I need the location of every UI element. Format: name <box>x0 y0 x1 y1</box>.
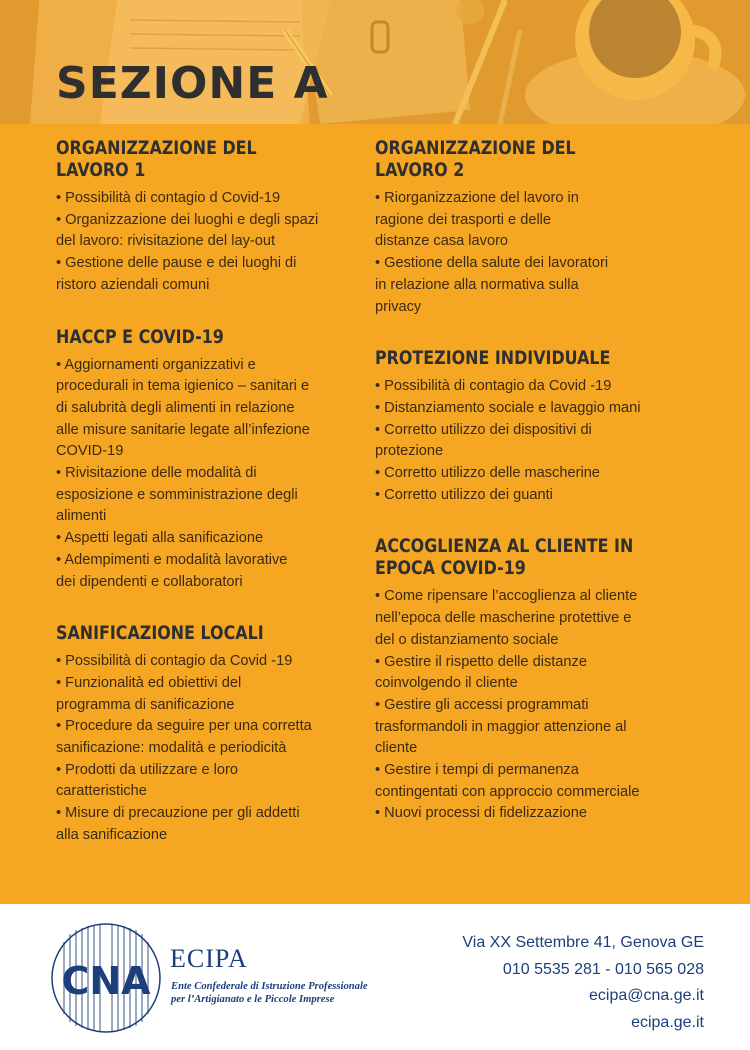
bullet-list <box>375 188 675 318</box>
list-item: protezione <box>375 443 444 460</box>
list-item: • Possibilità di contagio da Covid -19 <box>375 378 612 395</box>
list-item: distanze casa lavoro <box>375 233 509 250</box>
section-organizzazione-lavoro-2 <box>375 138 675 318</box>
section-title: PROTEZIONE INDIVIDUALE <box>375 348 611 370</box>
list-item: • Misure di precauzione per gli addetti <box>56 805 300 822</box>
list-item: • Gestione delle pause e dei luoghi di <box>56 255 297 272</box>
list-item: sanificazione: modalità e periodicità <box>56 740 287 757</box>
right-column <box>375 138 675 855</box>
list-item: in relazione alla normativa sulla <box>375 276 579 293</box>
list-item: • Corretto utilizzo dei dispositivi di <box>375 421 592 438</box>
footer <box>0 904 750 1050</box>
list-item: • Rivisitazione delle modalità di <box>56 465 257 482</box>
list-item: • Organizzazione dei luoghi e degli spazi <box>56 211 319 228</box>
list-item: contingentati con approccio commerciale <box>375 783 640 800</box>
section-title: SANIFICAZIONE LOCALI <box>56 623 264 645</box>
list-item: caratteristiche <box>56 783 147 800</box>
page-title: SEZIONE A <box>56 58 329 109</box>
list-item: di salubrità degli alimenti in relazione <box>56 399 295 416</box>
cna-logo-icon <box>50 922 162 1034</box>
list-item: • Gestire gli accessi programmati <box>375 696 589 713</box>
section-accoglienza-cliente <box>375 536 675 825</box>
list-item: • Corretto utilizzo dei guanti <box>375 486 553 503</box>
ecipa-name: ECIPA <box>170 944 248 973</box>
list-item: • Procedure da seguire per una corretta <box>56 718 312 735</box>
list-item: ristoro aziendali comuni <box>56 276 210 293</box>
list-item: alla sanificazione <box>56 826 168 843</box>
list-item: trasformandoli in maggior attenzione al <box>375 718 627 735</box>
list-item: procedurali in tema igienico – sanitari e <box>56 378 310 395</box>
list-item: dei dipendenti e collaboratori <box>56 573 243 590</box>
list-item: alle misure sanitarie legate all’infezione <box>56 421 310 438</box>
section-sanificazione-locali <box>56 623 356 846</box>
list-item: • Possibilità di contagio d Covid-19 <box>56 190 281 206</box>
list-item: ragione dei trasporti e delle <box>375 211 552 228</box>
ecipa-logo <box>50 922 370 1032</box>
phone-numbers: 010 5535 281 - 010 565 028 <box>502 960 704 978</box>
header-banner <box>0 0 750 124</box>
list-item: programma di sanificazione <box>56 696 235 713</box>
list-item: privacy <box>375 298 422 315</box>
list-item: • Aggiornamenti organizzativi e <box>56 356 256 373</box>
bullet-list <box>56 355 356 594</box>
list-item: • Aspetti legati alla sanificazione <box>56 530 264 547</box>
list-item: • Gestire i tempi di permanenza <box>375 762 579 779</box>
left-column <box>56 138 356 877</box>
list-item: • Nuovi processi di fidelizzazione <box>375 805 587 822</box>
bullet-list <box>56 188 356 297</box>
address: Via XX Settembre 41, Genova GE <box>462 934 704 951</box>
list-item: del lavoro: rivisitazione del lay-out <box>56 233 276 250</box>
section-title: ORGANIZZAZIONE DEL LAVORO 2 <box>375 138 576 181</box>
list-item: coinvolgendo il cliente <box>375 675 518 692</box>
list-item: • Funzionalità ed obiettivi del <box>56 674 242 691</box>
section-organizzazione-lavoro-1 <box>56 138 356 297</box>
ecipa-subtitle: Ente Confederale di Istruzione Professionale per l’Artigianato e le Piccole Imprese <box>171 981 368 1005</box>
list-item: alimenti <box>56 508 107 525</box>
section-haccp-covid <box>56 327 356 594</box>
bullet-list <box>375 376 675 506</box>
list-item: • Prodotti da utilizzare e loro <box>56 761 238 778</box>
section-title: HACCP E COVID-19 <box>56 326 224 348</box>
cna-mark-text: CNA <box>61 959 151 1003</box>
section-title: ORGANIZZAZIONE DEL LAVORO 1 <box>56 138 257 181</box>
section-protezione-individuale <box>375 348 675 506</box>
email-link[interactable]: ecipa@cna.ge.it <box>589 987 704 1004</box>
list-item: • Gestire il rispetto delle distanze <box>375 653 587 670</box>
list-item: COVID-19 <box>56 443 124 460</box>
contact-info <box>462 930 704 1036</box>
bullet-list <box>375 586 675 825</box>
list-item: esposizione e somministrazione degli <box>56 486 298 503</box>
list-item: • Corretto utilizzo delle mascherine <box>375 465 600 482</box>
list-item: • Distanziamento sociale e lavaggio mani <box>375 399 641 416</box>
list-item: • Come ripensare l’accoglienza al cliente <box>375 588 638 605</box>
list-item: del o distanziamento sociale <box>375 631 559 648</box>
list-item: • Riorganizzazione del lavoro in <box>375 190 579 206</box>
section-title: ACCOGLIENZA AL CLIENTE IN EPOCA COVID-19 <box>375 536 634 580</box>
list-item: • Gestione della salute dei lavoratori <box>375 255 609 272</box>
list-item: cliente <box>375 740 418 757</box>
list-item: • Possibilità di contagio da Covid -19 <box>56 653 293 670</box>
bullet-list <box>56 651 356 846</box>
website-link[interactable]: ecipa.ge.it <box>631 1013 704 1031</box>
list-item: nell’epoca delle mascherine protettive e <box>375 610 632 627</box>
list-item: • Adempimenti e modalità lavorative <box>56 551 288 568</box>
content-area <box>0 124 750 904</box>
